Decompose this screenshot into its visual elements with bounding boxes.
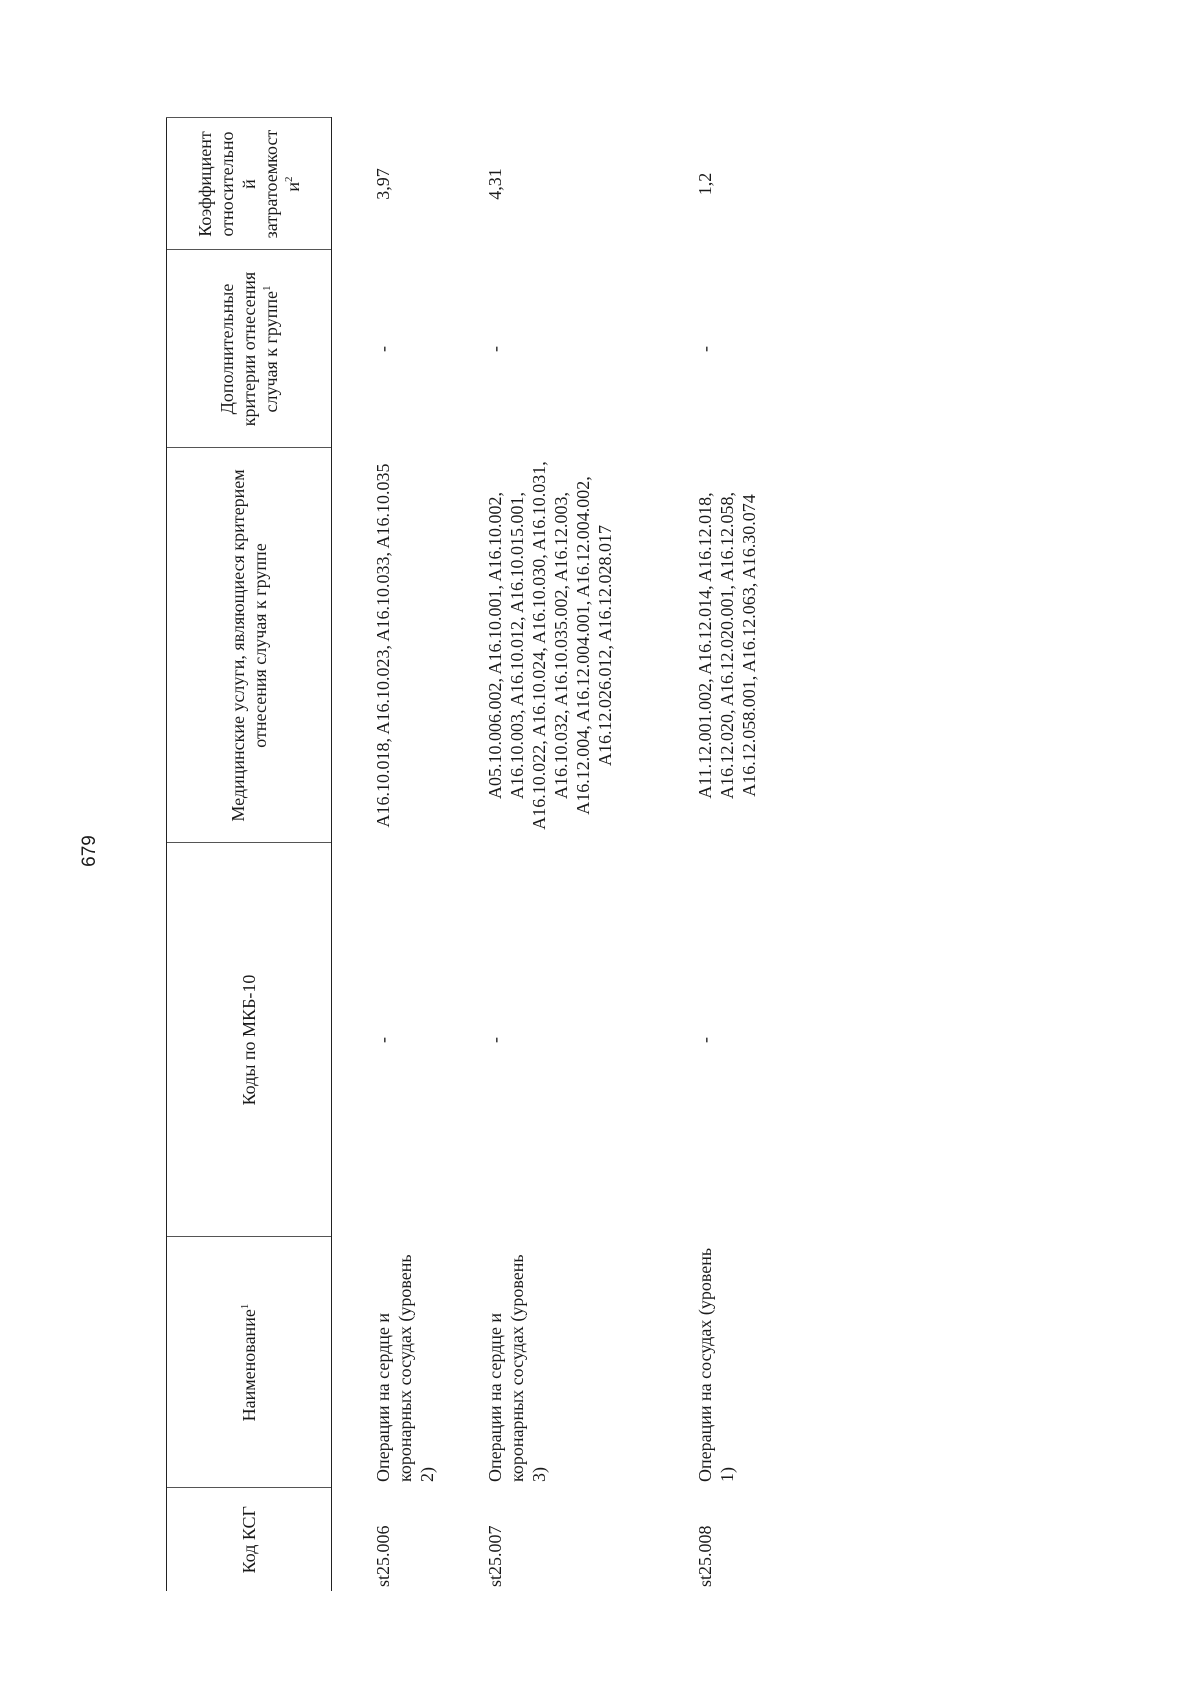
cell-name: Операции на сердце и коронарных сосудах (уровень 3) [485, 1254, 549, 1482]
table-row [694, 118, 814, 1591]
page-number: 679 [79, 835, 100, 867]
cell-coefficient: 1,2 [695, 172, 715, 196]
header-services: Медицинские услуги, являющиеся критерием отнесения случая к группе [167, 448, 332, 843]
table-row [332, 118, 485, 1591]
table-header-row [167, 118, 332, 1591]
cell-name: Операции на сердце и коронарных сосудах (уровень 2) [373, 1254, 437, 1482]
ksg-table [166, 118, 814, 1592]
cell-icd: - [695, 1037, 715, 1043]
cell-criteria: - [695, 346, 715, 352]
cell-name: Операции на сосудах (уровень 1) [695, 1247, 737, 1482]
cell-criteria: - [373, 346, 393, 352]
cell-coefficient: 3,97 [373, 168, 393, 200]
cell-coefficient: 4,31 [485, 168, 505, 200]
header-coefficient: Коэффициент относительно й затратоемкост $и^2$ [167, 118, 332, 250]
cell-icd: - [373, 1037, 393, 1043]
cell-criteria: - [485, 346, 505, 352]
cell-icd: - [485, 1037, 505, 1043]
header-icd: Коды по МКБ-10 [167, 843, 332, 1237]
header-criteria: Дополнительные критерии отнесения случая к группе$^1$ [167, 250, 332, 448]
table-row [484, 118, 694, 1591]
cell-code: st25.008 [695, 1525, 715, 1587]
cell-services: A11.12.001.002, A16.12.014, A16.12.018, A16.12.020, A16.12.020.001, A16.12.058, A16.12.058.001, A16.12.063, A16.30.074 [695, 492, 759, 800]
cell-code: st25.007 [485, 1525, 505, 1587]
cell-services: A16.10.018, A16.10.023, A16.10.033, A16.10.035 [373, 463, 393, 828]
cell-services: A05.10.006.002, A16.10.001, A16.10.002, A16.10.003, A16.10.012, A16.10.015.001, A16.10.022, A16.10.024, A16.10.030, A16.10.031, A16.10.032, A16.10.035.002, A16.12.003, A16.12.004, A16.12.004.001, A16.12.004.002, A16.12.026.012, A16.12.028.017 [485, 461, 615, 830]
header-name: Наименование$^1$ [167, 1237, 332, 1488]
header-code: Код КСГ [167, 1488, 332, 1591]
cell-code: st25.006 [373, 1525, 393, 1587]
table-container [166, 118, 1021, 1591]
